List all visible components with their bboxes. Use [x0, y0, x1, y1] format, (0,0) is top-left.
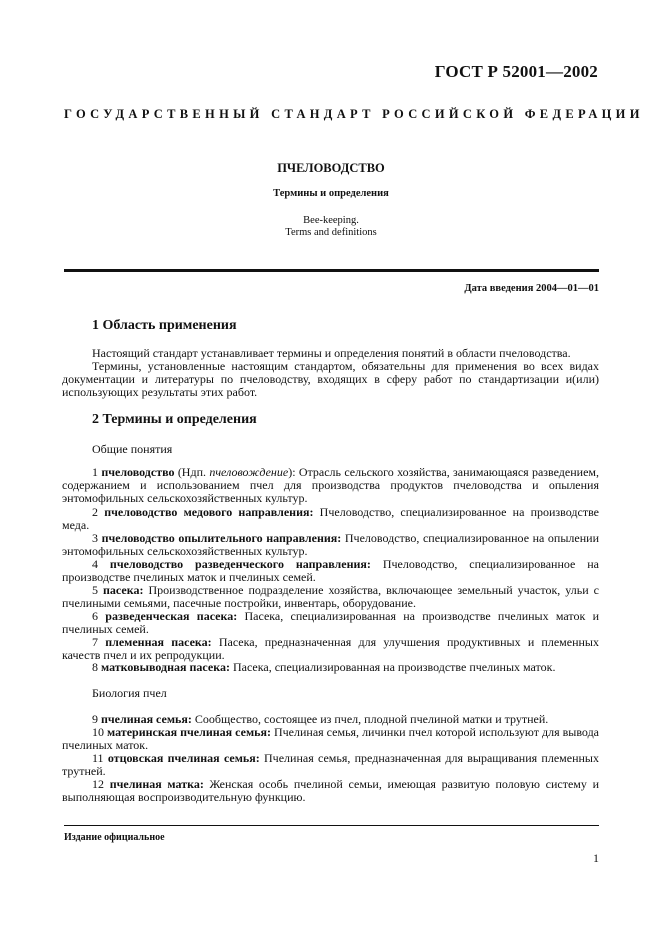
- term-number: 12: [92, 777, 104, 791]
- term-entry: [62, 532, 599, 558]
- paragraph: Настоящий стандарт устанавливает термины и определения понятий в области пчеловодства.: [92, 346, 571, 360]
- english-subtitle: Terms and definitions: [285, 227, 377, 238]
- term-entry: [62, 778, 599, 804]
- section-heading-terms: 2 Термины и определения: [92, 412, 257, 427]
- term-name: разведенческая пасека:: [105, 609, 238, 623]
- term-number: 1: [92, 465, 98, 479]
- group-heading-biology: Биология пчел: [92, 686, 167, 700]
- term-number: 8: [92, 660, 98, 674]
- official-edition-label: Издание официальное: [64, 832, 165, 843]
- term-number: 5: [92, 583, 98, 597]
- term-entry: [62, 726, 599, 752]
- term-note: (Ндп.: [174, 465, 210, 479]
- term-definition: Пасека, специализированная на производстве пчелиных маток.: [229, 660, 556, 674]
- term-name: племенная пасека:: [105, 635, 212, 649]
- term-definition: Производственное подразделение хозяйства, включающее земельный участок, ульи с пчелиными семьями, пасечные постройки, инвентарь, оборудование.: [62, 583, 599, 611]
- term-name: пчеловодство опылительного направления:: [101, 531, 342, 545]
- term-entry: [62, 636, 599, 662]
- term-name: пасека:: [103, 583, 144, 597]
- term-number: 10: [92, 725, 104, 739]
- term-number: 11: [92, 751, 104, 765]
- term-entry: [62, 752, 599, 778]
- term-definition: Пчеловодство, специализированное на производстве пчелиных маток и пчелиных семей.: [62, 557, 600, 585]
- term-name: пчеловодство разведенческого направления:: [109, 557, 371, 571]
- term-name: материнская пчелиная семья:: [107, 725, 271, 739]
- document-title: ПЧЕЛОВОДСТВО: [277, 161, 385, 175]
- page-number: 1: [593, 851, 599, 865]
- term-number: 3: [92, 531, 98, 545]
- term-number: 7: [92, 635, 98, 649]
- term-deprecated: пчеловождение: [209, 465, 289, 479]
- state-standard-heading: ГОСУДАРСТВЕННЫЙ СТАНДАРТ РОССИЙСКОЙ ФЕДЕРАЦИИ: [64, 107, 644, 121]
- term-definition: Пчелиная семья, предназначенная для выращивания племенных трутней.: [62, 751, 599, 779]
- term-number: 4: [92, 557, 98, 571]
- term-name: матковыводная пасека:: [101, 660, 230, 674]
- introduction-date: Дата введения 2004—01—01: [464, 283, 599, 294]
- term-name: пчеловодство: [101, 465, 175, 479]
- document-subtitle: Термины и определения: [273, 188, 389, 199]
- footer-divider: [64, 825, 599, 826]
- term-entry: [62, 661, 599, 674]
- term-definition: : Отрасль сельского хозяйства, занимающаяся разведением, содержанием и использованием пчел для производства продуктов пчеловодства и опыления энтомофильных сельскохозяйственных культур.: [62, 465, 599, 506]
- term-definition: Пасека, предназначенная для улучшения продуктивных и племенных качеств пчел и их репродукции.: [62, 635, 599, 663]
- english-title: Bee-keeping.: [303, 215, 359, 226]
- term-entry: [62, 610, 599, 636]
- term-definition: Пчеловодство, специализированное на производстве меда.: [62, 505, 600, 533]
- section-heading-scope: 1 Область применения: [92, 318, 237, 333]
- term-definition: Сообщество, состоящее из пчел, плодной пчелиной матки и трутней.: [191, 712, 549, 726]
- term-name: пчелиная матка:: [109, 777, 204, 791]
- term-name: пчеловодство медового направления:: [104, 505, 314, 519]
- term-number: 2: [92, 505, 98, 519]
- term-number: 6: [92, 609, 98, 623]
- term-entry: [62, 558, 599, 584]
- term-note-close: ): [288, 465, 293, 479]
- term-number: 9: [92, 712, 98, 726]
- document-number: ГОСТ Р 52001—2002: [434, 62, 598, 81]
- term-entry: [62, 506, 599, 532]
- term-definition: Пасека, специализированная на производстве пчелиных маток и пчелиных семей.: [62, 609, 599, 637]
- term-name: пчелиная семья:: [101, 712, 192, 726]
- term-entry: [62, 584, 599, 610]
- header-divider: [64, 269, 599, 272]
- term-name: отцовская пчелиная семья:: [107, 751, 260, 765]
- group-heading-general: Общие понятия: [92, 442, 173, 456]
- paragraph: Термины, установленные настоящим стандартом, обязательны для применения во всех видах документации и литературы по пчеловодству, входящих в сферу работ по стандартизации и(или) использующих результаты этих работ.: [62, 359, 599, 400]
- term-definition: Женская особь пчелиной семьи, имеющая развитую половую систему и выполняющая воспроизводительную функцию.: [62, 777, 599, 805]
- term-definition: Пчелиная семья, личинки пчел которой используют для вывода пчелиных маток.: [62, 725, 600, 753]
- term-entry: [62, 466, 599, 506]
- term-definition: Пчеловодство, специализированное на опылении энтомофильных сельскохозяйственных культур.: [62, 531, 600, 559]
